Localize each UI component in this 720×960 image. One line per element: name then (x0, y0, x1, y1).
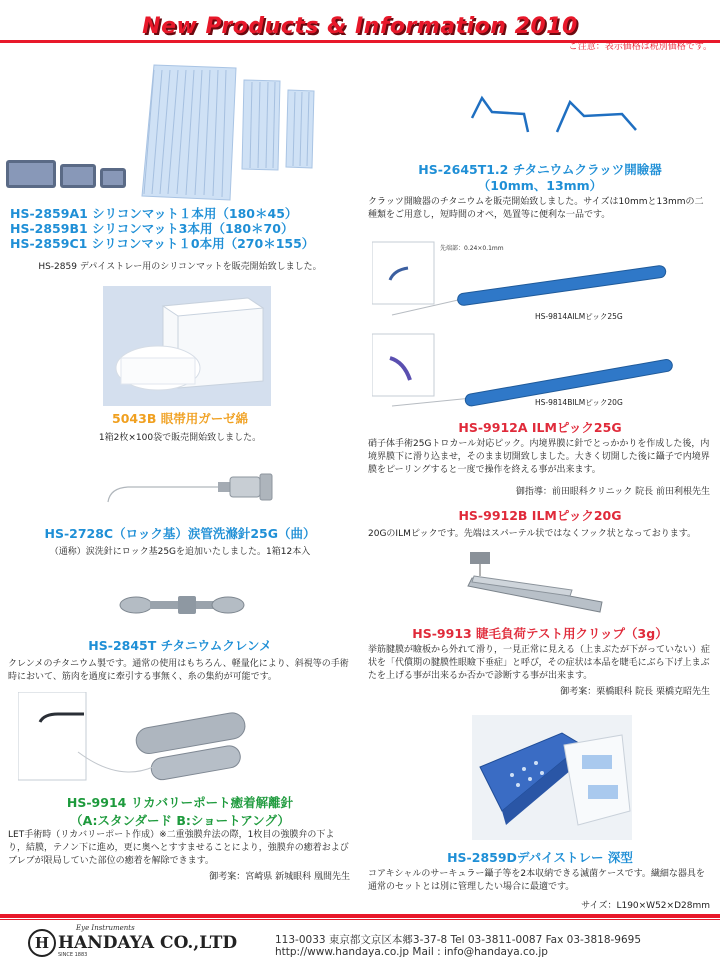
ilm-pick-20g-image (372, 332, 690, 410)
silicone-mat-image (4, 60, 344, 205)
speculum-image (462, 90, 652, 146)
eyelash-clip-description: 挙筋腱膜が瞼板から外れて滑り，一見正常に見える（上まぶたが下がっていない）症状を「代償期の腱膜性眼瞼下垂症」と呼び，その症状は本品を睫毛にぶら下げ上まぶたを上げる事が出来るか否かで診断する事が出来ます。 (368, 645, 711, 681)
recovery-port-description: LET手術時（リカバリーポート作成）※二重強膜弁法の際，1枚目の強膜弁の下より，結膜，テノン下に進め，更に奥へとすすませることにより，強膜弁の癒着およびブレブが限局していた部位の癒着を解除できます。 (8, 830, 349, 866)
titanium-clamp-image (116, 588, 246, 622)
speculum-description: クラッツ開瞼器のチタニウムを販売開始致しました。サイズは10mmと13mmの二種類をご用意し，短時間のオペ，処置等に便利な一品です。 (368, 197, 704, 220)
logo-emblem: H (28, 929, 56, 957)
ilm-pick-25g-description: 硝子体手術25Gトロカール対応ピック。内境界膜に針でとっかかりを作成した後，内境界膜下に滑り込ませ，そのまま切開致しました。大きく切開した後に鑷子で内境界膜をピーリングすると一度で操作を終える事が出来ます。 (368, 439, 710, 475)
logo-since: SINCE 1883 (58, 952, 88, 958)
ilm-pick-25g-image (372, 240, 690, 320)
speculum-title: HS-2645T1.2 チタニウムクラッツ開瞼器 (418, 162, 662, 177)
deep-tray-image (472, 715, 632, 840)
gauze-image (103, 286, 271, 406)
eyelash-clip-title: HS-9913 睫毛負荷テスト用クリップ（3g） (412, 626, 668, 641)
company-logo (26, 924, 266, 960)
eyelash-clip-image (452, 550, 622, 620)
silicone-mat-titles (10, 206, 355, 251)
ilm-pick-25g-tip-label: 先端部：0.24×0.1mm (440, 245, 504, 252)
irrigation-needle-description: （通称）涙洗針にロック基25Gを追加いたしました。1箱12本入 (49, 547, 311, 557)
gauze-title: 5043B 眼帯用ガーゼ綿 (112, 411, 248, 426)
company-name: HANDAYA CO.,LTD (58, 933, 238, 953)
ilm-pick-20g-caption: HS-9814BILMピック20G (535, 398, 623, 407)
titanium-clamp-title: HS-2845T チタニウムクレンメ (88, 638, 272, 653)
recovery-port-title: HS-9914 リカバリーポート癒着解離針 (66, 795, 294, 810)
deep-tray-description: コアキシャルのサーキュラー鑷子等を2本収納できる滅菌ケースです。繊細な器具を通常のセットとは別に管理したい場合に最適です。 (368, 869, 705, 892)
silicone-mat-line-a1: HS-2859A1 シリコンマット１本用（180＊45） (10, 206, 298, 221)
ilm-pick-25g-title: HS-9912A ILMピック25G (458, 420, 622, 435)
silicone-mat-description: HS-2859 デパイストレー用のシリコンマットを販売開始致しました。 (38, 262, 322, 272)
titanium-clamp-description: クレンメのチタニウム製です。通常の使用はもちろん、軽量化により、斜視等の手術時において、筋肉を過度に牽引する事無く、糸の集約が可能です。 (8, 659, 349, 682)
footer-divider-thin (0, 919, 720, 920)
ilm-pick-20g-description: 20GのILMピックです。先端はスパーテル状ではなくフック状となっております。 (368, 529, 696, 539)
irrigation-needle-image (100, 462, 280, 512)
footer-divider (0, 914, 720, 918)
logo-tagline: Eye Instruments (76, 924, 135, 932)
company-web: http://www.handaya.co.jp Mail : info@handaya.co.jp (275, 946, 548, 958)
ilm-pick-20g-title: HS-9912B ILMピック20G (458, 508, 622, 523)
silicone-mat-line-b1: HS-2859B1 シリコンマット3本用（180＊70） (10, 221, 294, 236)
speculum-subtitle: （10mm、13mm） (477, 178, 603, 193)
eyelash-clip-credit: 御考案：栗橋眼科 院長 栗橋克昭先生 (560, 687, 710, 697)
silicone-mat-line-c1: HS-2859C1 シリコンマット１0本用（270＊155） (10, 236, 315, 251)
deep-tray-size: サイズ：L190×W52×D28mm (581, 901, 710, 911)
deep-tray-title: HS-2859Dデパイストレー 深型 (447, 850, 633, 865)
irrigation-needle-title: HS-2728C（ロック基）涙管洗滌針25G（曲） (44, 526, 316, 541)
recovery-port-image (18, 692, 268, 784)
ilm-pick-25g-caption: HS-9814AILMピック25G (535, 312, 623, 321)
company-address: 113-0033 東京都文京区本郷3-37-8 Tel 03-3811-0087 Fax 03-3818-9695 (275, 934, 642, 946)
recovery-port-credit: 御考案：宮崎県 新城眼科 凰間先生 (209, 872, 350, 882)
gauze-description: 1箱2枚×100袋で販売開始致しました。 (98, 433, 262, 443)
tax-notice: ご注意：表示価格は税別価格です。 (568, 42, 712, 52)
page-title: New Products & Information 2010 (142, 14, 578, 39)
ilm-pick-25g-credit: 御指導：前田眼科クリニック 院長 前田利根先生 (515, 487, 710, 497)
recovery-port-subtitle: （A:スタンダード B:ショートアング） (70, 813, 290, 828)
